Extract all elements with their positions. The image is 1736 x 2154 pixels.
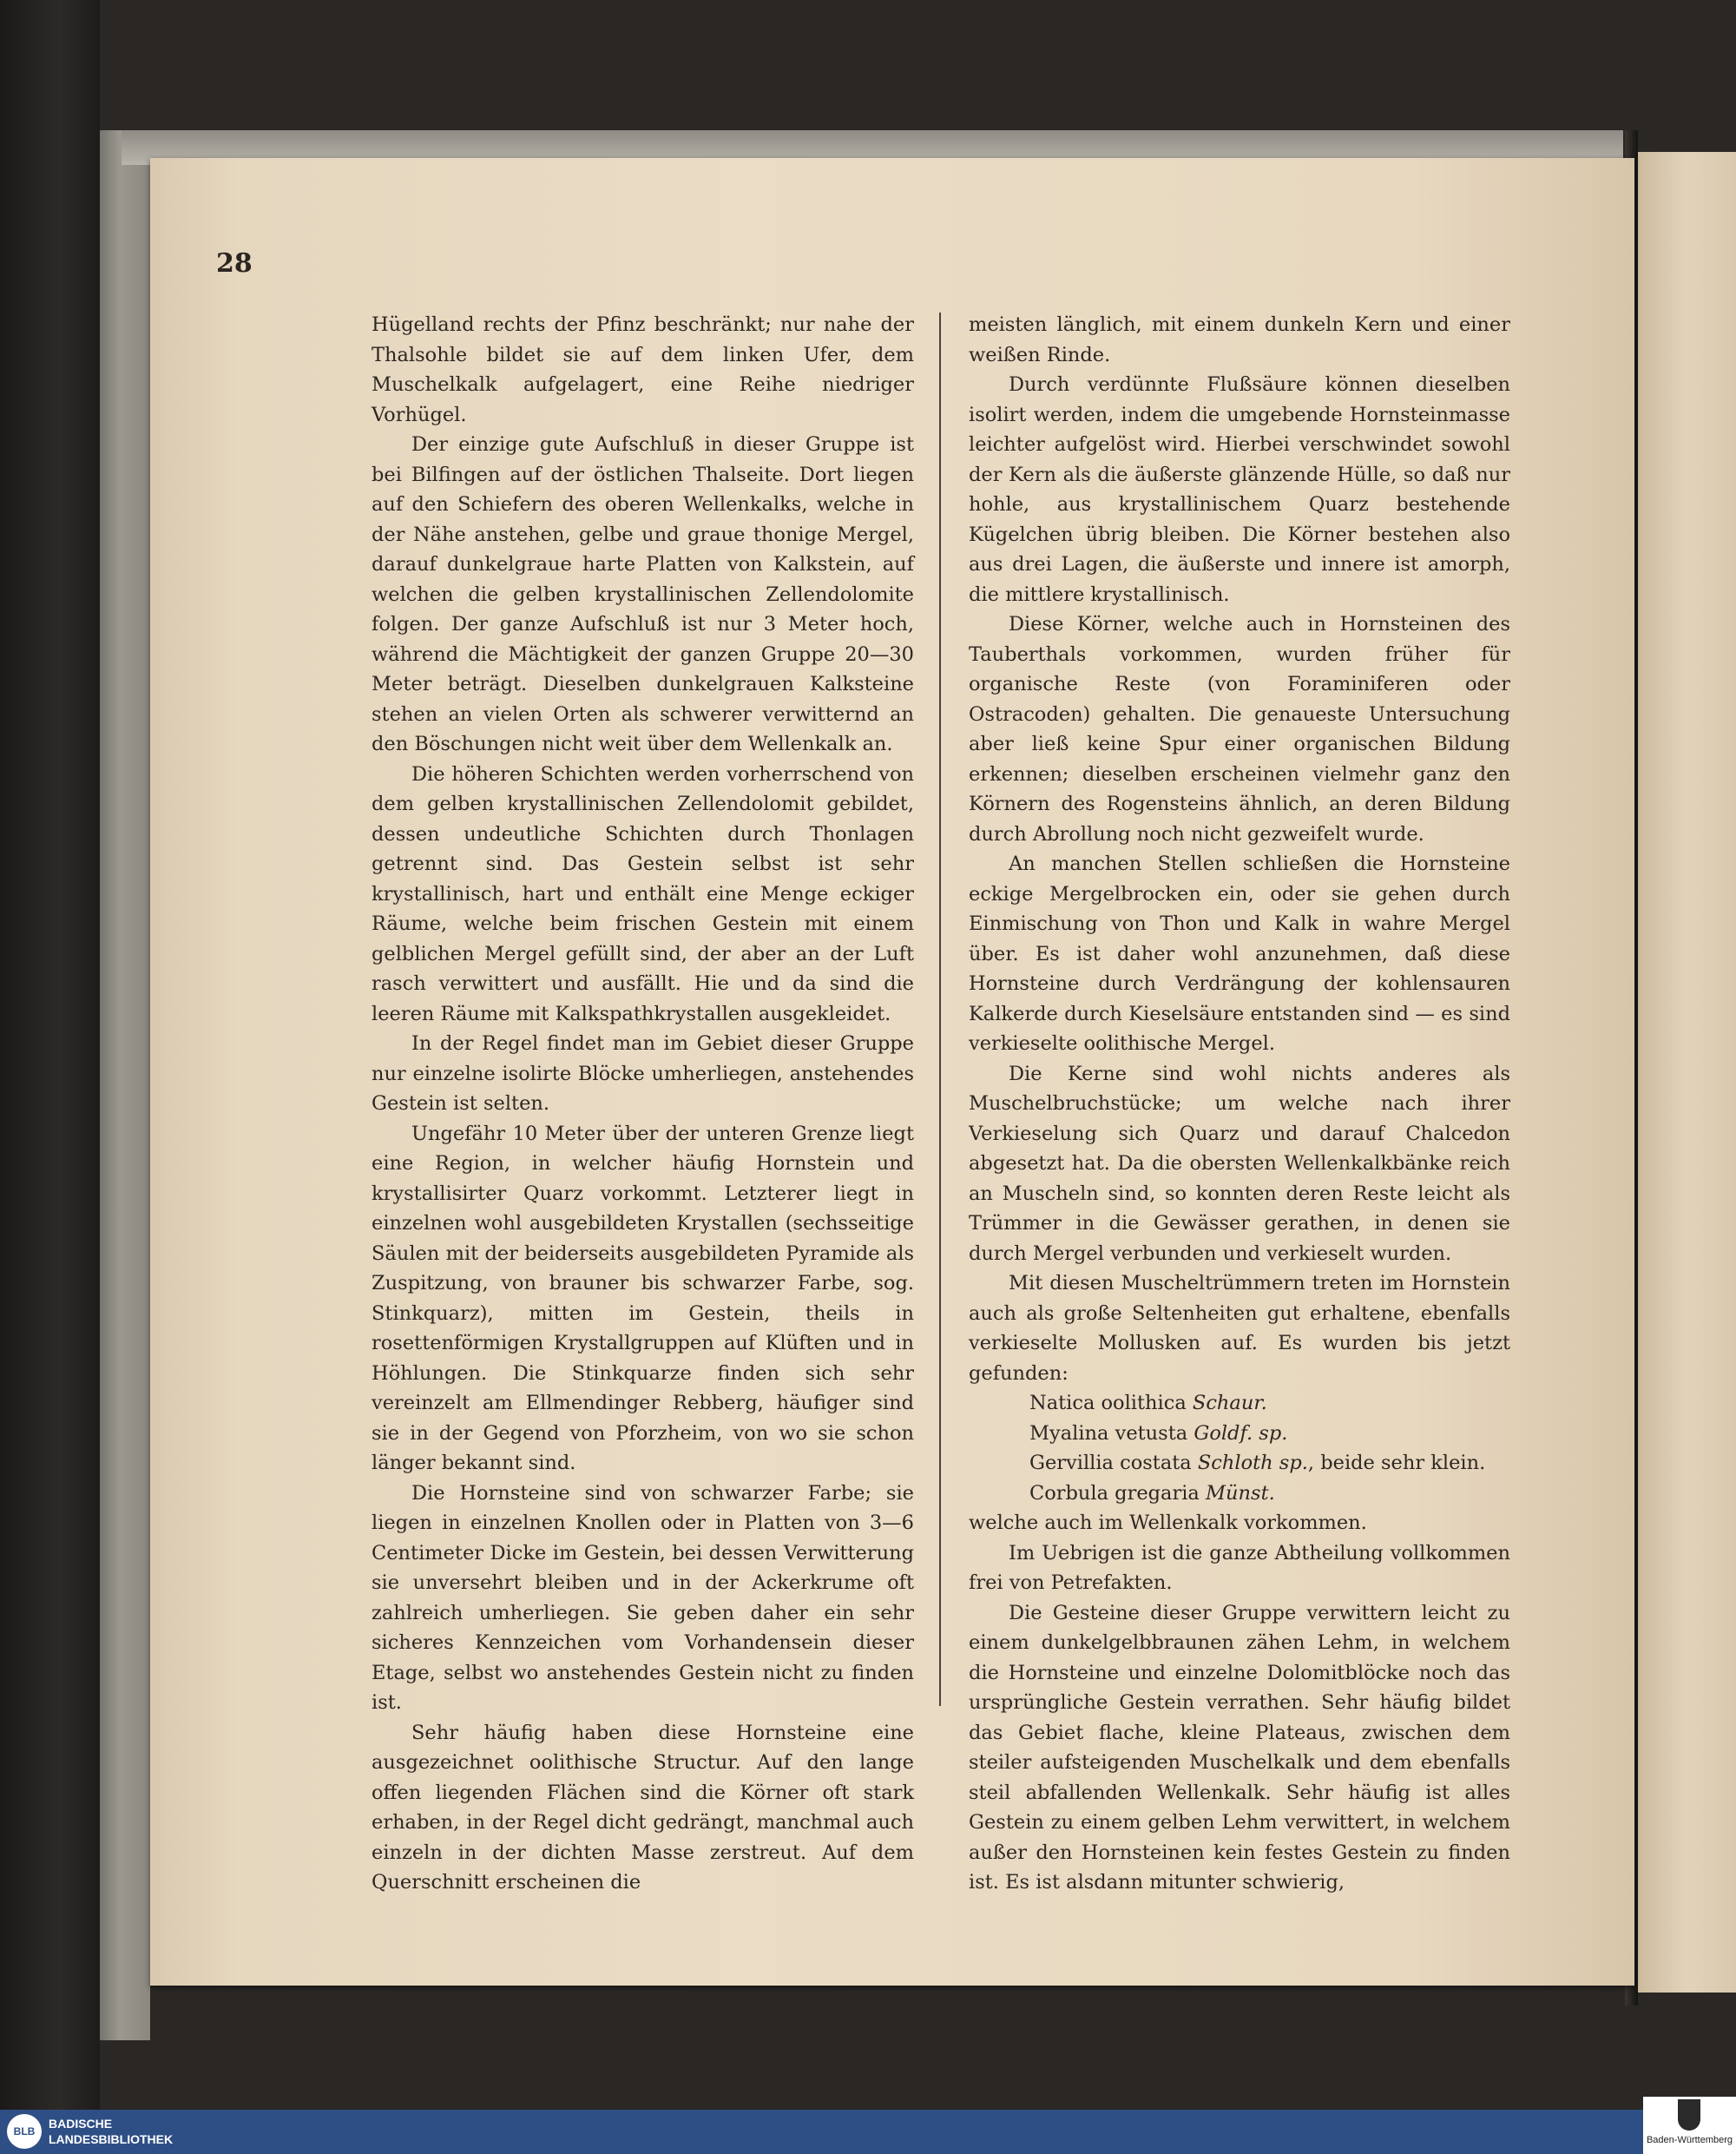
library-name-line2: LANDESBIBLIOTHEK bbox=[49, 2132, 174, 2146]
left-text-column bbox=[372, 310, 914, 1898]
species-author: Schloth sp. bbox=[1197, 1452, 1308, 1474]
paragraph: Die höheren Schichten werden vorherrschend von dem gelben krystallinischen Zellendolomit gebildet, dessen undeutliche Schichten durch Thonlagen getrennt sind. Das Gestein selbst ist sehr krystallinisch, hart und enthält eine Menge eckiger Räume, welche beim frischen Gestein mit einem gelblichen Mergel gefüllt sind, der aber an der Luft rasch verwittert und ausfällt. Hie und da sind die leeren Räume mit Kalkspathkrystallen ausgekleidet. bbox=[372, 762, 914, 1025]
baden-wuerttemberg-badge[interactable] bbox=[1643, 2097, 1736, 2154]
paragraph: In der Regel findet man im Gebiet dieser Gruppe nur einzelne isolirte Blöcke umherliegen, anstehendes Gestein ist selten. bbox=[372, 1032, 914, 1115]
species-name: Myalina vetusta bbox=[1029, 1421, 1188, 1445]
paragraph: meisten länglich, mit einem dunkeln Kern und einer weißen Rinde. bbox=[969, 313, 1510, 366]
species-author: Schaur. bbox=[1192, 1392, 1267, 1414]
species-entry bbox=[969, 1419, 1510, 1449]
species-entry bbox=[969, 1448, 1510, 1479]
species-author: Münst. bbox=[1206, 1481, 1275, 1505]
right-text-column bbox=[969, 310, 1510, 1898]
species-list bbox=[969, 1388, 1510, 1508]
book-cover-board bbox=[100, 130, 150, 2040]
paragraph: Mit diesen Muscheltrümmern treten im Hornstein auch als große Seltenheiten gut erhaltene, ebenfalls verkieselte Mollusken auf. Es wurden bis jetzt gefunden: bbox=[969, 1272, 1510, 1385]
paragraph: An manchen Stellen schließen die Hornsteine eckige Mergelbrocken ein, oder sie gehen durch Einmischung von Thon und Kalk in wahre Mergel über. Es ist daher wohl anzunehmen, daß diese Hornsteine durch Verdrängung der kohlensauren Kalkerde durch Kieselsäure entstanden sind — es sind verkieselte oolithische Mergel. bbox=[969, 853, 1510, 1055]
facing-page-edge bbox=[1638, 152, 1736, 1993]
blb-logo[interactable]: BLB bbox=[7, 2114, 42, 2149]
paragraph: Die Hornsteine sind von schwarzer Farbe; sie liegen in einzelnen Knollen oder in Platten von 3—6 Centimeter Dicke im Gestein, bei dessen Verwitterung sie unversehrt bleiben und in der Ackerkrume oft zahlreich umherliegen. Sie geben daher ein sehr sicheres Kennzeichen vom Vorhandensein dieser Etage, selbst wo anstehendes Gestein nicht zu finden ist. bbox=[372, 1481, 914, 1714]
scan-background bbox=[0, 0, 100, 2110]
species-author: Goldf. sp. bbox=[1194, 1421, 1288, 1445]
state-crest-icon bbox=[1678, 2099, 1700, 2131]
column-divider bbox=[939, 313, 941, 1706]
species-entry bbox=[969, 1388, 1510, 1419]
right-column-closing-paragraphs bbox=[969, 1508, 1510, 1898]
library-name[interactable] bbox=[49, 2116, 173, 2147]
state-label: Baden-Württemberg bbox=[1646, 2135, 1733, 2145]
species-name: Natica oolithica bbox=[1029, 1392, 1187, 1414]
species-note: , beide sehr klein. bbox=[1307, 1452, 1486, 1474]
paragraph: Hügelland rechts der Pfinz beschränkt; nur nahe der Thalsohle bildet sie auf dem linken Ufer, dem Muschelkalk aufgelagert, eine Reihe niedriger Vorhügel. bbox=[372, 313, 914, 426]
paragraph: Sehr häufig haben diese Hornsteine eine ausgezeichnet oolithische Structur. Auf den lange offen liegenden Flächen sind die Körner oft stark erhaben, in der Regel dicht gedrängt, manchmal auch einzeln in der dichten Masse zerstreut. Auf dem Querschnitt erscheinen die bbox=[372, 1721, 914, 1894]
paragraph: Diese Körner, welche auch in Hornsteinen des Tauberthals vorkommen, wurden früher für organische Reste (von Foraminiferen oder Ostracoden) gehalten. Die genaueste Untersuchung aber ließ keine Spur einer organischen Bildung erkennen; dieselben erscheinen vielmehr ganz den Körnern des Rogensteins ähnlich, an deren Bildung durch Abrollung noch nicht gezweifelt wurde. bbox=[969, 613, 1510, 846]
species-name: Gervillia costata bbox=[1029, 1452, 1192, 1474]
page-number: 28 bbox=[216, 248, 253, 279]
species-entry bbox=[969, 1479, 1510, 1509]
paragraph: welche auch im Wellenkalk vorkommen. bbox=[969, 1512, 1367, 1534]
paragraph: Die Kerne sind wohl nichts anderes als Muschelbruchstücke; um welche nach ihrer Verkieselung sich Quarz und darauf Chalcedon abgesetzt hat. Da die obersten Wellenkalkbänke reich an Muscheln sind, so konnten deren Reste leicht als Trümmer in die Gewässer gerathen, in denen sie durch Mergel verbunden und verkieselt wurden. bbox=[969, 1062, 1510, 1265]
paragraph: Die Gesteine dieser Gruppe verwittern leicht zu einem dunkelgelbbraunen zähen Lehm, in welchem die Hornsteine und einzelne Dolomitblöcke noch das ursprüngliche Gestein verrathen. Sehr häufig bildet das Gebiet flache, kleine Plateaus, zwischen dem steiler aufsteigenden Muschelkalk und dem ebenfalls steil abfallenden Wellenkalk. Sehr häufig ist alles Gestein zu einem gelben Lehm verwittert, in welchem außer den Hornsteinen kein festes Gestein zu finden ist. Es ist alsdann mitunter schwierig, bbox=[969, 1601, 1510, 1894]
library-name-line1: BADISCHE bbox=[49, 2117, 113, 2131]
right-column-paragraphs bbox=[969, 310, 1510, 1388]
library-footer-bar bbox=[0, 2110, 1736, 2154]
species-name: Corbula gregaria bbox=[1029, 1481, 1200, 1505]
paragraph: Durch verdünnte Flußsäure können dieselben isolirt werden, indem die umgebende Hornsteinmasse leichter aufgelöst wird. Hierbei verschwindet sowohl der Kern als die äußerste glänzende Hülle, so daß nur hohle, aus krystallinischem Quarz bestehende Kügelchen übrig bleiben. Die Körner bestehen also aus drei Lagen, die äußerste und innere ist amorph, die mittlere krystallinisch. bbox=[969, 373, 1510, 606]
paragraph: Im Uebrigen ist die ganze Abtheilung vollkommen frei von Petrefakten. bbox=[969, 1541, 1510, 1594]
paragraph: Ungefähr 10 Meter über der unteren Grenze liegt eine Region, in welcher häufig Hornstein und krystallisirter Quarz vorkommt. Letzterer liegt in einzelnen wohl ausgebildeten Krystallen (sechsseitige Säulen mit der beiderseits ausgebildeten Pyramide als Zuspitzung, von brauner bis schwarzer Farbe, sog. Stinkquarz), mitten im Gestein, theils in rosettenförmigen Krystallgruppen auf Klüften und in Höhlungen. Die Stinkquarze finden sich sehr vereinzelt am Ellmendinger Rebberg, häufiger sind sie in der Gegend von Pforzheim, von wo sie schon länger bekannt sind. bbox=[372, 1122, 914, 1474]
paragraph: Der einzige gute Aufschluß in dieser Gruppe ist bei Bilfingen auf der östlichen Thalseite. Dort liegen auf den Schiefern des oberen Wellenkalks, welche in der Nähe anstehen, gelbe und graue thonige Mergel, darauf dunkelgraue harte Platten von Kalkstein, auf welchen die gelben krystallinischen Zellendolomite folgen. Der ganze Aufschluß ist nur 3 Meter hoch, während die Mächtigkeit der ganzen Gruppe 20—30 Meter beträgt. Dieselben dunkelgrauen Kalksteine stehen an vielen Orten als schwerer verwitternd an den Böschungen nicht weit über dem Wellenkalk an. bbox=[372, 433, 914, 755]
